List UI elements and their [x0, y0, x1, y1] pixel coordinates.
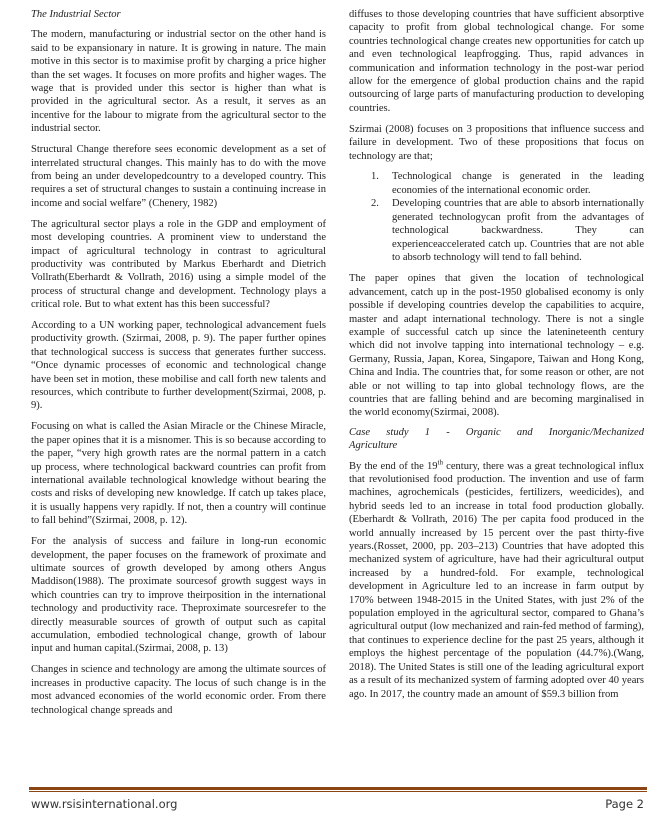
paragraph: Structural Change therefore sees economic development as a set of interrelated structural changes. This mainly has to do with the move from being an under developedcountry to a developed country. This requires a set of structural changes to sustain a continuing increase in income and social welfare” (Chenery, 1982)	[31, 144, 326, 209]
paragraph: For the analysis of success and failure in long-run economic development, the paper focuses on the framework of proximate and ultimate sources of growth developed by among others Angus Maddison(1988). The proximate sourcesof growth suggest ways in which countries can try to improve theirposition in the international technology and productivity race. Theproximate sourcesrefer to the directly measurable sources of growth of output such as capital accumulation, embodied technological change, growth of labour input and human capital.(Szirmai, 2008, p. 13)	[31, 536, 326, 655]
text: century, there was a great technological influx that revolutionised food production. The invention and use of farm machines, agrochemicals (pesticides, fertilizers, weedicides), and hybrid seeds led to an increase in total food production globally.(Eberhardt & Vollrath, 2016) The per capita food produced in the world annually increased by 15 percent over the past thirty-five years.(Rosset, 2000, pp. 203–213) Countries that have adopted this mechanized system of agriculture, have had their agricultural output increased by a hundred-fold. For example, technological development in Agriculture led to an increase in farm output by 170% between 1948-2015 in the United States, with just 2% of the population employed in the agricultural sector, compared to Ghana’s agricultural output (low mechanized and rain-fed method of farming), that continues to experience decline for the past 25 years, although it employs the highest percentage of the population (44.7%).(Wang, 2018). The United States is still one of the leading agricultural export as a result of its mechanized system of farming adopted over 40 years ago. In 2017, the country made an amount of $59.3 billion from	[349, 460, 645, 700]
superscript: th	[437, 458, 443, 467]
paragraph	[349, 460, 644, 701]
paragraph: Focusing on what is called the Asian Miracle or the Chinese Miracle, the paper opines that it is a misnomer. This is so because according to the paper, “very high growth rates are the normal pattern in a catch up process, where technological backward countries can profit from international available technological knowledge without bearing the costs and risks of developing new knowledge. If catch up takes place, it is usually happens very rapidly. If not, then a country will continue to fall behind”(Szirmai, 2008, p. 12).	[31, 421, 326, 527]
list-text: Developing countries that are able to absorb internationally generated technologycan profit from the advantages of technological backwardness. They can experienceaccelerated catch up. Countries that are not able to absorb technology will tend to fall behind.	[392, 198, 644, 263]
footer-website: www.rsisinternational.org	[31, 797, 178, 811]
list-number: 2.	[371, 198, 379, 210]
section-heading: The Industrial Sector	[31, 9, 121, 20]
paragraph: diffuses to those developing countries that have sufficient absorptive capacity to profit from global technological change. For some countries technological change creates new opportunities for catch up and even technological leapfrogging. Thus, rapid advances in communication and information technology in the post-war period allow for the emergence of global production chains and the rapid outsourcing of large parts of manufacturing production to developing countries.	[349, 9, 644, 114]
right-column	[349, 8, 644, 708]
text: By the end of the 19	[349, 460, 438, 472]
page-number: Page 2	[605, 797, 644, 811]
paragraph: The agricultural sector plays a role in the GDP and employment of most developing countries. A prominent view to understand the impact of agricultural technology in contrast to agricultural productivity was contributed by Markus Eberhardt and Dietrich Vollrath(Eberhardt & Vollrath, 2016) using a simple model of the process of structural change and development. Technology plays a critical role. But to what extent has this been successful?	[31, 218, 326, 311]
left-column	[31, 8, 326, 724]
paragraph: According to a UN working paper, technological advancement fuels productivity growth. (Szirmai, 2008, p. 9). The paper further opines that technological success is success that generates further success. “Once dynamic processes of economic and technological change have been set in motion, these mobilise and call forth new talents and resources, which contribute to further development(Szirmai, 2008, p. 9).	[31, 320, 326, 412]
list-item	[349, 197, 644, 264]
propositions-list	[349, 170, 644, 264]
footer-rule	[29, 787, 647, 790]
case-study-heading: Case study 1 - Organic and Inorganic/Mechanized Agriculture	[349, 426, 644, 452]
paragraph: The modern, manufacturing or industrial sector on the other hand is said to be expansionary in nature. It is growing in nature. The main motive in this sector is to maximise profit by charging a price higher than the set wages. It focuses on more profits and higher wages. The wage that is provided under this sector is higher than what is provided in the agricultural sector. As a result, it serves as an incentive for the labour to migrate from the agricultural sector to the industrial sector.	[31, 29, 326, 135]
list-item	[349, 170, 644, 197]
paragraph: The paper opines that given the location of technological advancement, catch up in the post-1950 globalised economy is only possible if developing countries develop the capabilities to acquire, master and adapt international technology. There is not a single example of successful catch up since the latenineteenth century which did not involve tapping into international technology – e.g. Germany, Russia, Japan, Korea, Singapore, Taiwan and Hong Kong, China and India. The countries that, for some reason or other, are not able or not willing to tap into global technology flows, are the countries that are falling behind and are becoming marginalised in the world economy(Szirmai, 2008).	[349, 273, 644, 419]
list-number: 1.	[371, 171, 379, 183]
footer-rule-thin	[29, 791, 647, 792]
paragraph: Changes in science and technology are among the ultimate sources of increases in productive capacity. The locus of such change is in the most advanced economies of the world economic order. From there technological change spreads and	[31, 664, 326, 716]
paragraph: Szirmai (2008) focuses on 3 propositions that influence success and failure in development. Two of these propositions that focus on technology are that;	[349, 123, 644, 162]
list-text: Technological change is generated in the leading economies of the international economic order.	[392, 171, 644, 196]
